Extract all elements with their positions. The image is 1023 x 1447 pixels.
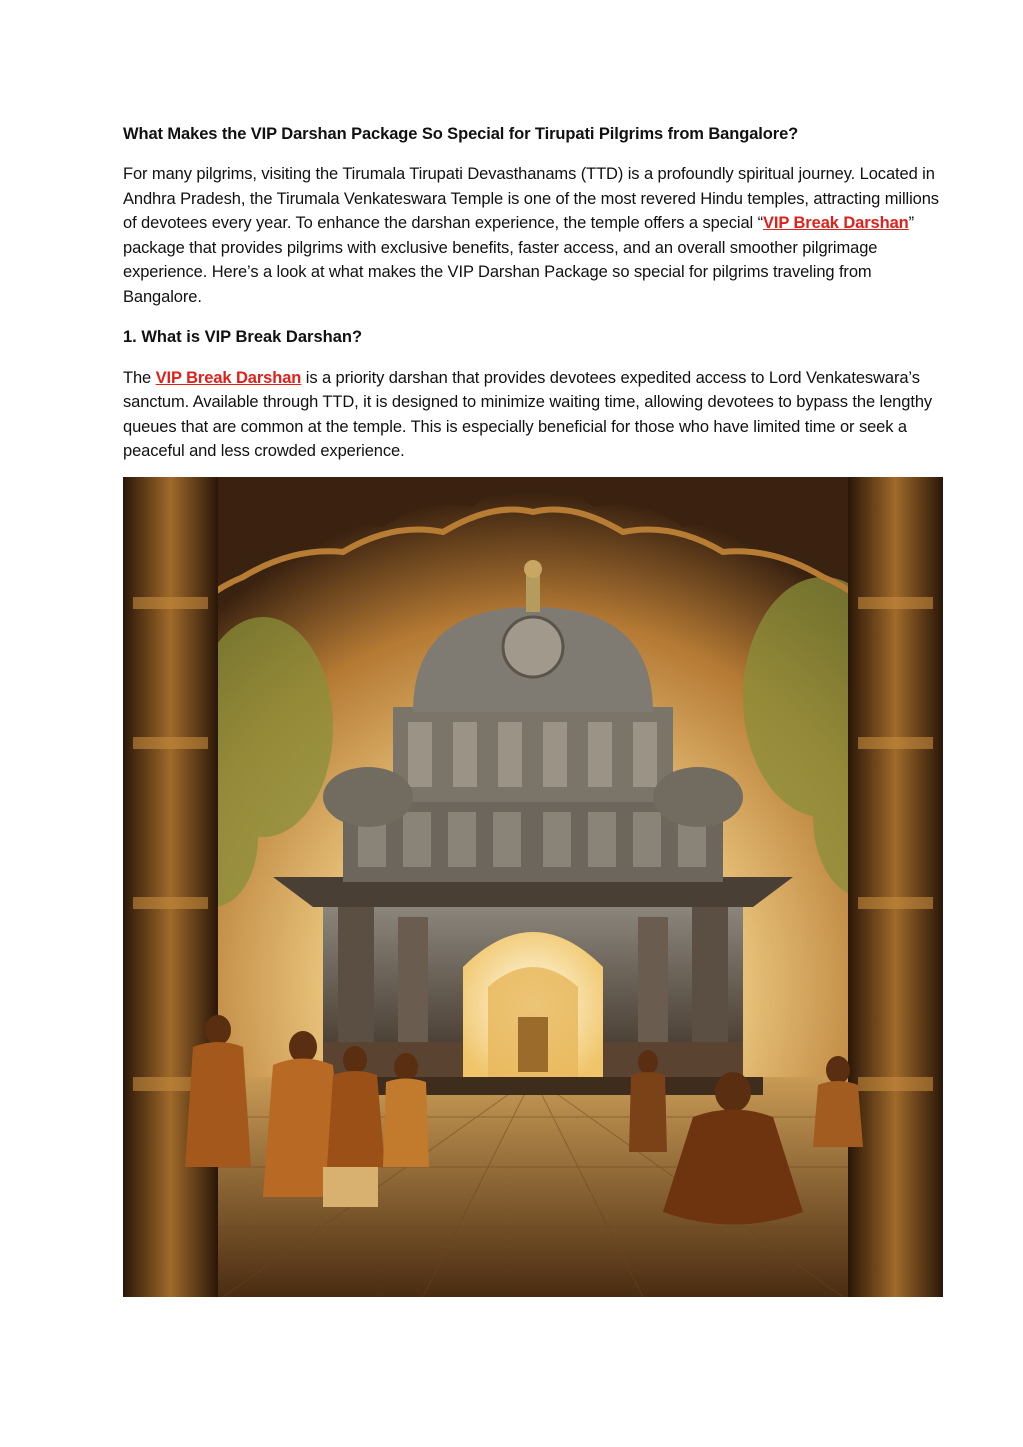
intro-paragraph xyxy=(123,162,943,310)
article xyxy=(123,122,943,479)
temple-image xyxy=(123,477,943,1297)
article-title: What Makes the VIP Darshan Package So Special for Tirupati Pilgrims from Bangalore? xyxy=(123,125,799,143)
temple-illustration-icon xyxy=(123,477,943,1297)
section-1-paragraph xyxy=(123,366,943,464)
intro-text-before: For many pilgrims, visiting the Tirumala Tirupati Devasthanams (TTD) is a profoundly spiritual journey. Located in Andhra Pradesh, the Tirumala Venkateswara Temple is one of the most revered Hindu temples, attracting millions of devotees every year. To enhance the darshan experience, the temple offers a special “ xyxy=(123,165,939,233)
vip-break-darshan-link-1[interactable]: VIP Break Darshan xyxy=(763,214,909,233)
intro-text-after: ” package that provides pilgrims with exclusive benefits, faster access, and an overall smoother pilgrimage experience. Here’s a look at what makes the VIP Darshan Package so special for pilgrims traveling from Bangalore. xyxy=(123,214,915,306)
section-1-text-before: The xyxy=(123,368,156,387)
section-1-heading: 1. What is VIP Break Darshan? xyxy=(123,327,363,346)
vip-break-darshan-link-2[interactable]: VIP Break Darshan xyxy=(155,368,302,387)
section-1-text-after: is a priority darshan that provides devotees expedited access to Lord Venkateswara’s sanctum. Available through TTD, it is designed to minimize waiting time, allowing devotees to bypass the lengthy queues that are common at the temple. This is especially beneficial for those who have limited time or seek a peaceful and less crowded experience. xyxy=(123,368,933,461)
